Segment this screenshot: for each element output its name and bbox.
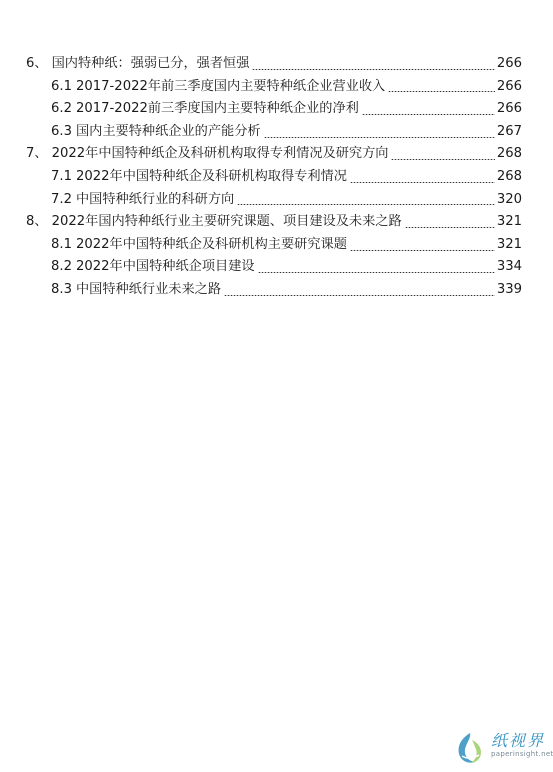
toc-leader-dots — [237, 204, 495, 205]
toc-leader-dots — [252, 69, 494, 70]
toc-entry-title: 2022年中国特种纸企及科研机构主要研究课题 — [75, 236, 347, 252]
toc-entry[interactable] — [0, 189, 553, 212]
toc-entry-page: 268 — [496, 168, 522, 184]
toc-entry-number: 8.2 — [51, 259, 72, 275]
toc-entry-number: 6.3 — [51, 123, 72, 139]
toc-entry-page: 268 — [496, 146, 522, 162]
toc-entry-page: 266 — [496, 101, 522, 117]
toc-entry-number: 8、 — [26, 214, 48, 230]
toc-leader-dots — [388, 91, 495, 92]
toc-entry-page: 334 — [496, 259, 522, 275]
toc-leader-dots — [350, 250, 495, 251]
toc-entry-title: 中国特种纸行业的科研方向 — [75, 191, 235, 207]
toc-entry[interactable] — [0, 279, 553, 302]
toc-entry-title: 2022年中国特种纸企及科研机构取得专利情况 — [75, 168, 347, 184]
toc-entry[interactable] — [0, 211, 553, 234]
toc-entry-page: 321 — [496, 214, 522, 230]
toc-entry-page: 266 — [496, 78, 522, 94]
toc-entry-number: 7.2 — [51, 191, 72, 207]
toc-entry-number: 6.1 — [51, 78, 72, 94]
logo-url: paperinsight.net — [491, 750, 553, 758]
toc-entry-page: 321 — [496, 236, 522, 252]
toc-entry-number: 7、 — [26, 146, 48, 162]
toc-entry[interactable] — [0, 121, 553, 144]
toc-entry[interactable] — [0, 166, 553, 189]
toc-entry-number: 8.1 — [51, 236, 72, 252]
toc-entry[interactable] — [0, 143, 553, 166]
toc-leader-dots — [405, 227, 495, 228]
toc-entry-page: 267 — [496, 123, 522, 139]
toc-entry[interactable] — [0, 53, 553, 76]
toc-leader-dots — [224, 295, 495, 296]
toc-entry[interactable] — [0, 76, 553, 99]
toc-entry[interactable] — [0, 256, 553, 279]
logo-chinese-name: 纸视界 — [491, 731, 546, 750]
toc-entry-page: 339 — [496, 281, 522, 297]
toc-entry-number: 6、 — [26, 56, 48, 71]
paperinsight-logo — [451, 728, 551, 770]
toc-entry-number: 8.3 — [51, 281, 72, 297]
logo-mark-icon — [453, 730, 487, 766]
table-of-contents — [0, 53, 553, 302]
toc-entry-page: 266 — [496, 56, 522, 71]
toc-entry-page: 320 — [496, 191, 522, 207]
toc-leader-dots — [258, 272, 495, 273]
toc-entry-title: 2017-2022前三季度国内主要特种纸企业的净利 — [75, 101, 359, 117]
toc-entry[interactable] — [0, 234, 553, 257]
toc-entry-title: 国内主要特种纸企业的产能分析 — [75, 123, 261, 139]
toc-entry-title: 2022年国内特种纸行业主要研究课题、项目建设及未来之路 — [51, 214, 402, 230]
toc-entry-title: 2017-2022年前三季度国内主要特种纸企业营业收入 — [75, 78, 386, 94]
toc-leader-dots — [391, 159, 494, 160]
toc-leader-dots — [350, 182, 495, 183]
toc-entry-title: 2022年中国特种纸企及科研机构取得专利情况及研究方向 — [51, 146, 389, 162]
toc-entry-number: 6.2 — [51, 101, 72, 117]
toc-leader-dots — [362, 114, 495, 115]
toc-entry-number: 7.1 — [51, 168, 72, 184]
toc-entry-title: 中国特种纸行业未来之路 — [75, 281, 222, 297]
toc-entry-title: 国内特种纸：强弱已分，强者恒强 — [51, 56, 250, 71]
toc-entry-title: 2022年中国特种纸企项目建设 — [75, 259, 255, 275]
toc-entry[interactable] — [0, 98, 553, 121]
toc-leader-dots — [264, 137, 495, 138]
